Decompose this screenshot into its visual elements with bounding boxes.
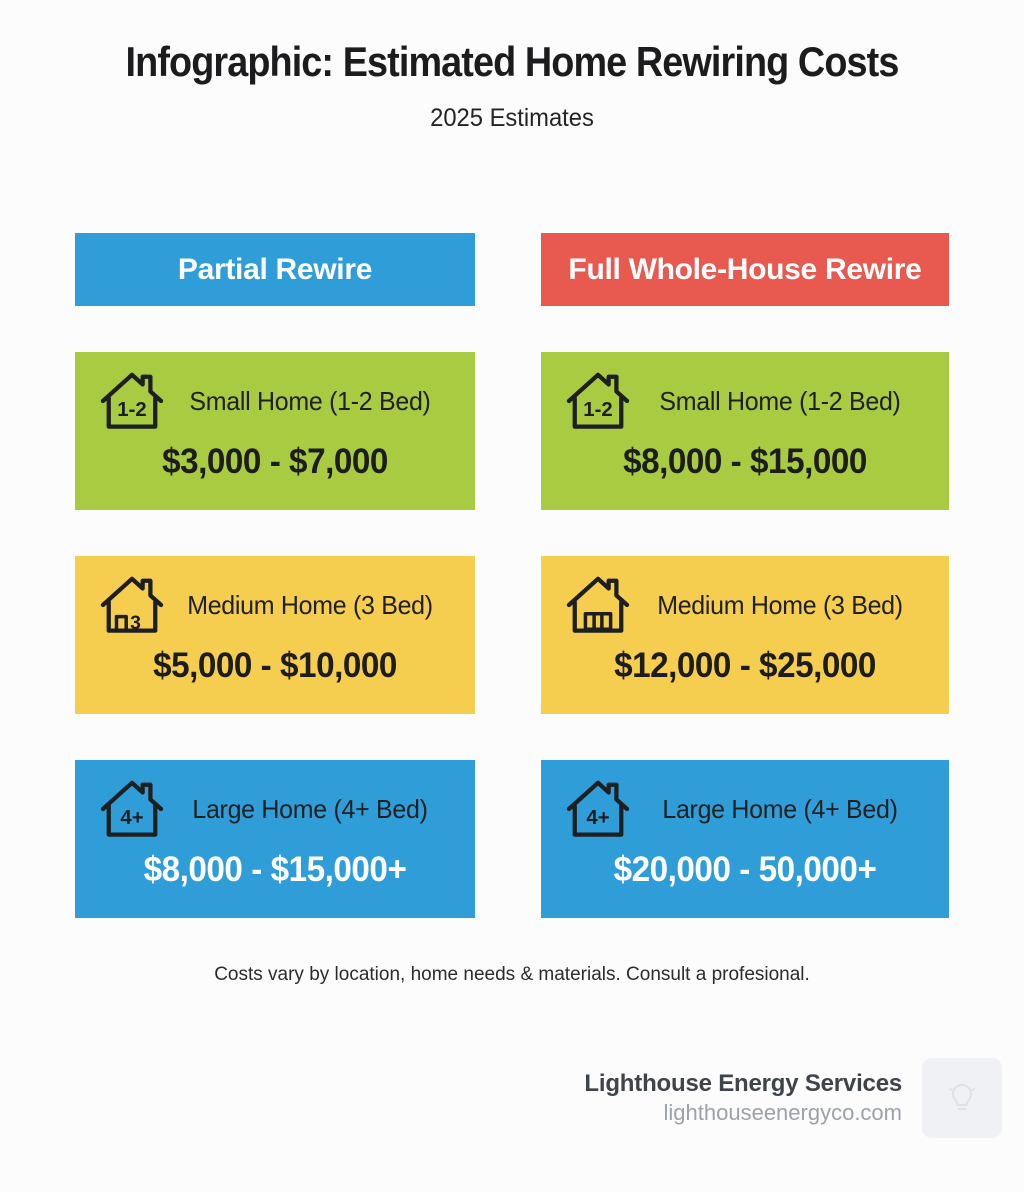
card-price: $8,000 - $15,000 (623, 442, 867, 481)
brand-logo (922, 1058, 1002, 1138)
brand-website: lighthouseenergyco.com (663, 1100, 902, 1125)
house-4plus-icon (563, 778, 633, 840)
svg-text:4+: 4+ (120, 807, 144, 830)
card-price: $12,000 - $25,000 (614, 646, 876, 685)
card-price: $5,000 - $10,000 (153, 646, 397, 685)
card-full-medium-home (541, 556, 949, 714)
lightbulb-icon (945, 1079, 979, 1117)
house-1-2-icon (563, 370, 633, 432)
svg-text:1-2: 1-2 (117, 399, 147, 422)
house-4plus-icon (97, 778, 167, 840)
card-partial-small-home (75, 352, 475, 510)
svg-text:1-2: 1-2 (583, 399, 613, 422)
card-price: $20,000 - 50,000+ (613, 850, 877, 889)
card-title: Large Home (4+ Bed) (192, 793, 428, 824)
card-title: Medium Home (3 Bed) (187, 589, 433, 620)
cost-comparison-grid (75, 233, 949, 918)
brand-name: Lighthouse Energy Services (584, 1070, 902, 1097)
card-title: Large Home (4+ Bed) (662, 793, 898, 824)
house-door-icon (97, 574, 167, 636)
card-price: $8,000 - $15,000+ (143, 850, 407, 889)
card-price: $3,000 - $7,000 (162, 442, 388, 481)
branding-block (0, 1058, 1002, 1138)
card-partial-medium-home (75, 556, 475, 714)
svg-text:3: 3 (130, 612, 141, 635)
house-1-2-icon (97, 370, 167, 432)
card-full-small-home (541, 352, 949, 510)
page-subtitle: 2025 Estimates (430, 104, 594, 132)
card-full-large-home (541, 760, 949, 918)
house-window-icon (563, 574, 633, 636)
card-title: Medium Home (3 Bed) (657, 589, 903, 620)
card-title: Small Home (1-2 Bed) (189, 385, 431, 416)
page-title: Infographic: Estimated Home Rewiring Costs (125, 38, 899, 85)
column-header-partial-rewire: Partial Rewire (75, 233, 475, 306)
disclaimer-note: Costs vary by location, home needs & materials. Consult a profesional. (214, 964, 810, 985)
card-title: Small Home (1-2 Bed) (659, 385, 901, 416)
card-partial-large-home (75, 760, 475, 918)
column-header-full-rewire: Full Whole-House Rewire (541, 233, 949, 306)
svg-text:4+: 4+ (586, 807, 610, 830)
